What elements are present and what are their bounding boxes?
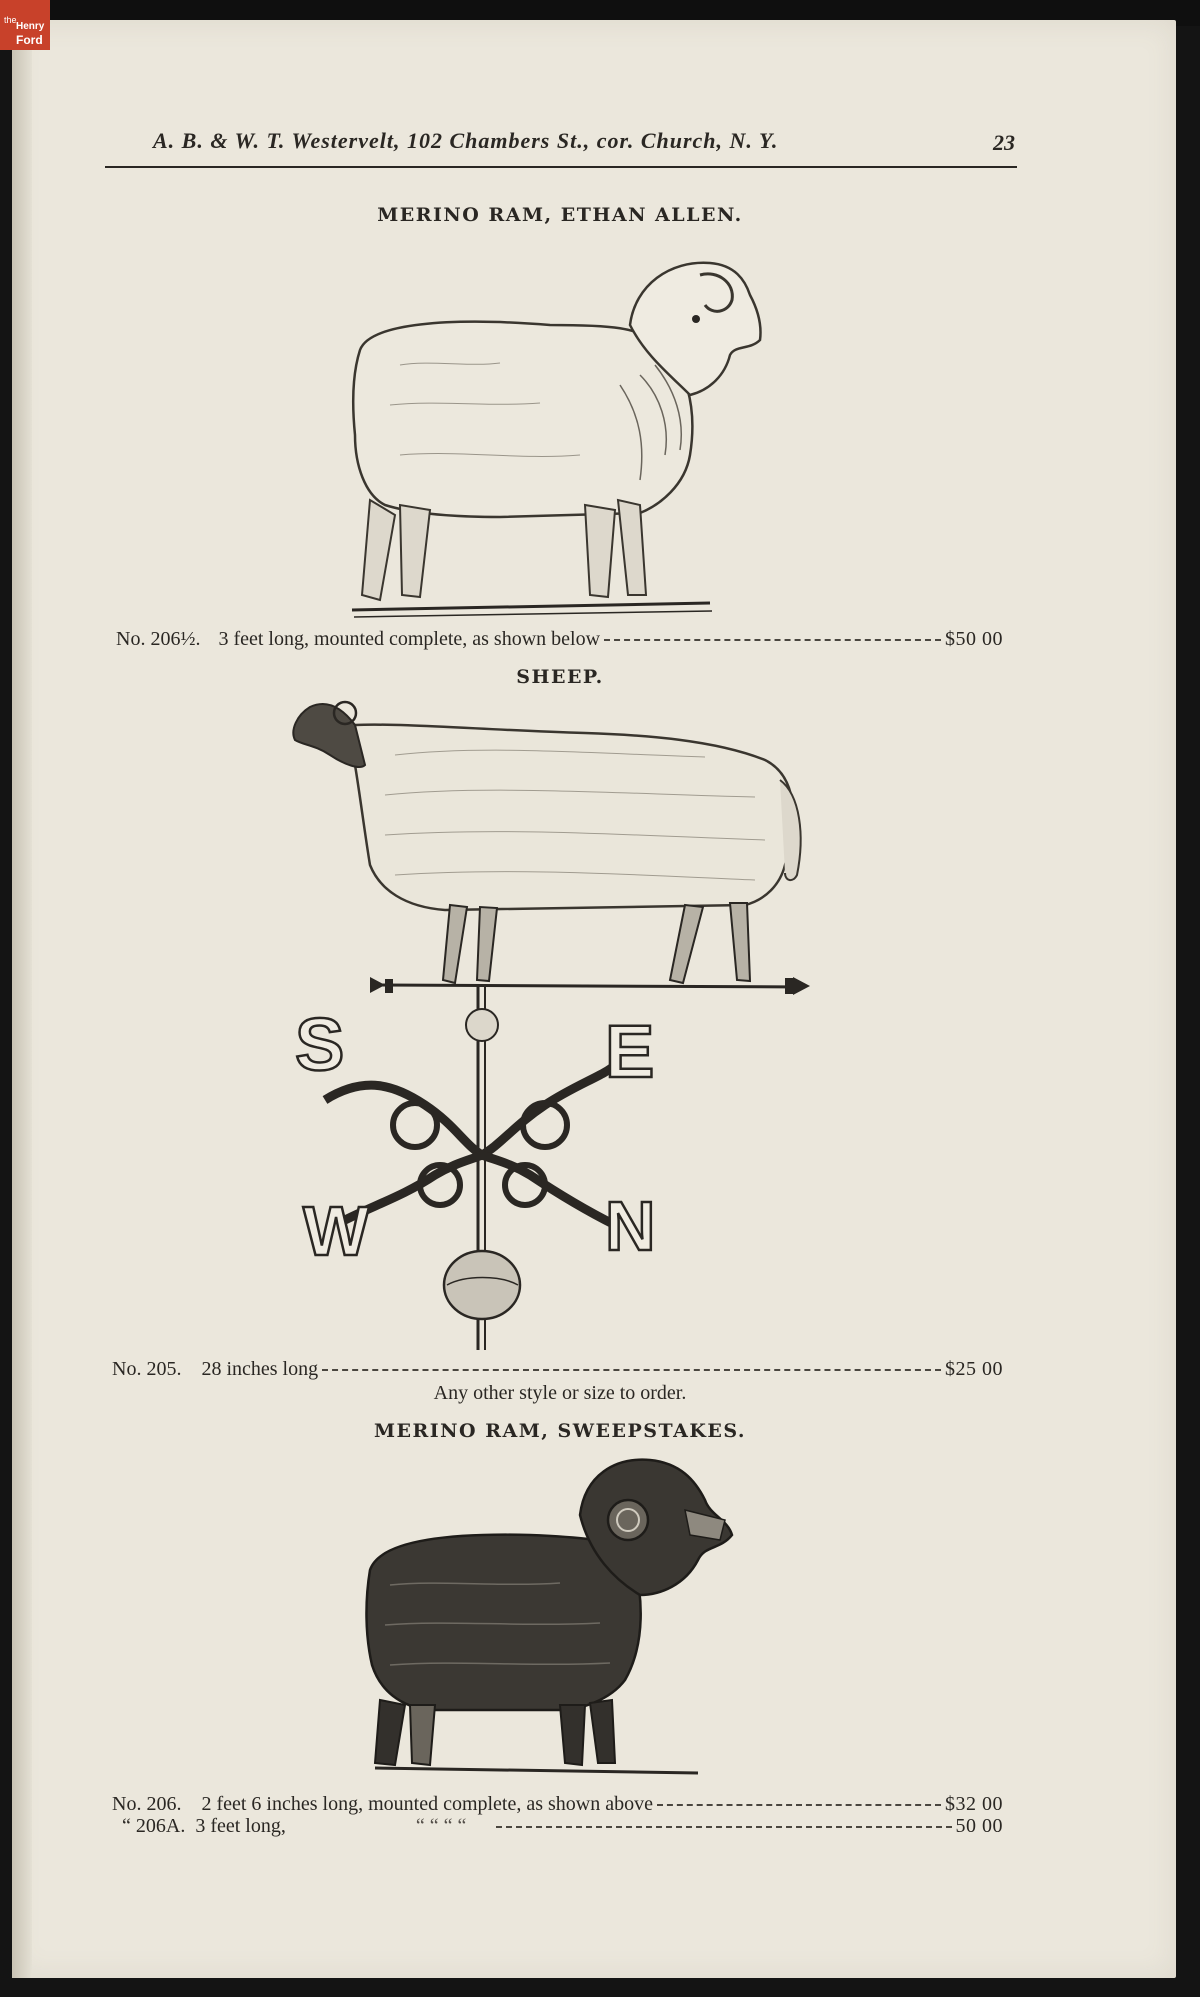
merino-ram-sweepstakes-illustration <box>360 1455 750 1780</box>
order-note: Any other style or size to order. <box>433 1382 687 1404</box>
page-spine <box>12 20 32 1978</box>
price: $50 00 <box>945 628 1003 650</box>
leader-dots <box>496 1826 951 1828</box>
price: $25 00 <box>945 1358 1003 1380</box>
ditto-marks: “ “ “ “ <box>415 1815 467 1837</box>
merino-ram-ethan-allen-illustration <box>340 255 780 625</box>
compass-letter-s: S <box>295 1003 345 1086</box>
leader-dots <box>604 639 941 641</box>
section-title-ethan-allen: MERINO RAM, ETHAN ALLEN. <box>377 204 743 226</box>
price: 50 00 <box>955 1815 1003 1837</box>
section-title-sweepstakes: MERINO RAM, SWEEPSTAKES. <box>373 1420 747 1442</box>
leader-dots <box>322 1369 941 1371</box>
price: $32 00 <box>945 1793 1003 1815</box>
section-title-sheep: SHEEP. <box>516 666 604 688</box>
page-header <box>105 122 1025 166</box>
price-entry-206-half: No. 206½. 3 feet long, mounted complete, as shown below $50 00 <box>116 628 1003 650</box>
publisher-address: A. B. & W. T. Westervelt, 102 Chambers St., cor. Church, N. Y. <box>153 128 779 153</box>
page-number: 23 <box>993 130 1015 155</box>
leader-dots <box>657 1804 941 1806</box>
price-entry-206a: “ 206A. 3 feet long, “ “ “ “ 50 00 <box>122 1815 1003 1837</box>
price-entry-206: No. 206. 2 feet 6 inches long, mounted complete, as shown above $32 00 <box>112 1793 1003 1815</box>
compass-letter-w: W <box>303 1192 370 1270</box>
compass-letter-e: E <box>605 1010 655 1093</box>
compass-letter-n: N <box>605 1187 656 1265</box>
price-entry-205: No. 205. 28 inches long $25 00 <box>112 1358 1003 1380</box>
sheep-weathervane-illustration <box>285 685 825 1350</box>
henry-ford-logo: the Henry Ford <box>0 0 50 50</box>
header-rule <box>105 166 1017 168</box>
